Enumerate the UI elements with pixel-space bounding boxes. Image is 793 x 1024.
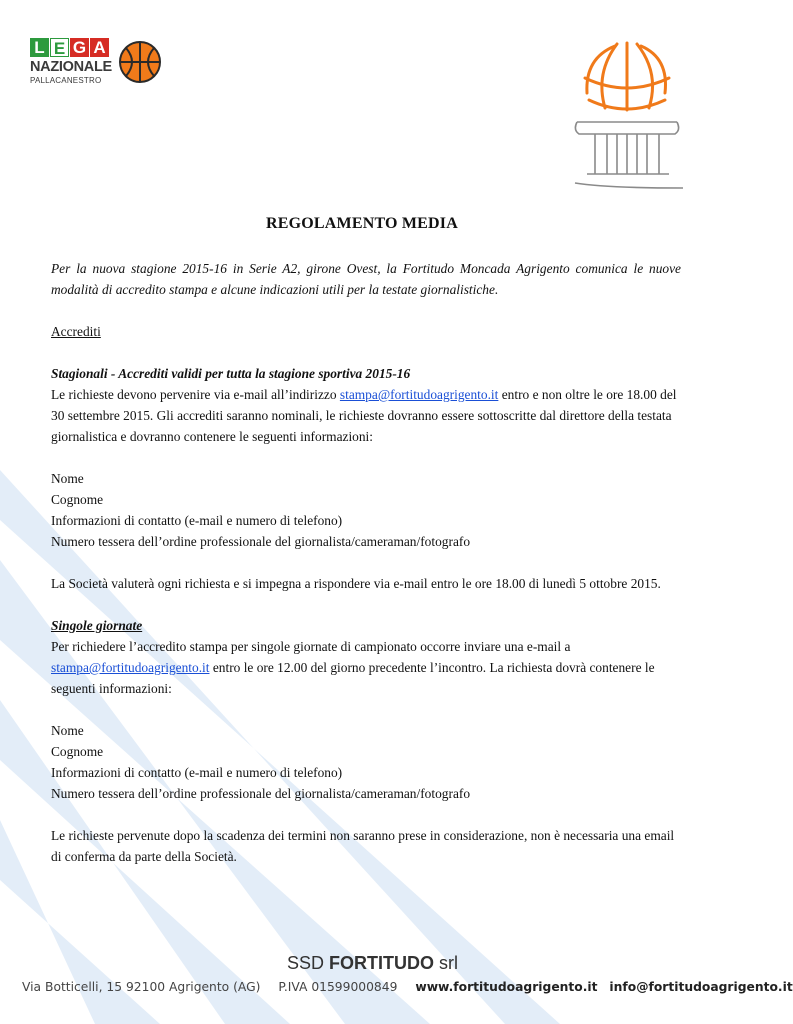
company-prefix: SSD [287, 953, 330, 973]
singole-paragraph [51, 636, 681, 699]
lega-letter: A [90, 38, 109, 57]
footer-contacts [22, 980, 793, 994]
field-item: Numero tessera dell’ordine professionale del giornalista/cameraman/fotografo [51, 534, 471, 549]
lega-nazionale-logo [30, 38, 170, 86]
singole-closing: Le richieste pervenute dopo la scadenza dei termini non saranno prese in considerazione, non è necessaria una email di conferma da parte della Società. [51, 828, 675, 864]
lega-name: NAZIONALE [30, 59, 112, 75]
field-item: Nome [51, 471, 84, 486]
field-item: Numero tessera dell’ordine professionale del giornalista/cameraman/fotografo [51, 786, 471, 801]
press-email-link[interactable]: stampa@fortitudoagrigento.it [339, 387, 499, 402]
company-name: FORTITUDO [329, 953, 435, 973]
stagionali-text: Le richieste devono pervenire via e-mail all’indirizzo [51, 387, 340, 402]
intro-paragraph: Per la nuova stagione 2015-16 in Serie A2, girone Ovest, la Fortitudo Moncada Agrigento comunica le nuove modalità di accredito stampa e alcune indicazioni utili per la testate giornalistiche. [51, 261, 681, 297]
press-email-link[interactable]: stampa@fortitudoagrigento.it [51, 660, 210, 675]
document-title: REGOLAMENTO MEDIA [265, 215, 458, 232]
field-item: Cognome [51, 492, 104, 507]
field-item: Informazioni di contatto (e-mail e numero di telefono) [51, 765, 343, 780]
footer-address: Via Botticelli, 15 92100 Agrigento (AG) [22, 980, 261, 994]
singole-heading: Singole giornate [51, 618, 143, 633]
stagionali-heading: Stagionali - Accrediti validi per tutta la stagione sportiva 2015-16 [51, 366, 411, 381]
singole-text: entro le ore 12.00 del giorno precedente l’incontro. La richiesta dovrà contenere le seguenti informazioni: [51, 660, 655, 696]
basketball-icon [118, 40, 162, 84]
lega-letter: E [50, 38, 69, 57]
stagionali-closing: La Società valuterà ogni richiesta e si impegna a rispondere via e-mail entro le ore 18.00 di lunedì 5 ottobre 2015. [51, 576, 661, 591]
lega-letters [30, 38, 109, 57]
lega-subtitle: PALLACANESTRO [30, 76, 102, 85]
stagionali-text: entro e non oltre le ore 18.00 del 30 settembre 2015. Gli accrediti saranno nominali, le richieste dovranno essere sottoscritte dal direttore della testata giornalistica e dovranno contenere le seguenti informazioni: [51, 387, 677, 444]
footer-website-link[interactable]: www.fortitudoagrigento.it [415, 980, 598, 994]
company-suffix: srl [434, 953, 459, 973]
footer-company [287, 953, 458, 974]
lega-letter: L [30, 38, 49, 57]
lega-letter: G [70, 38, 89, 57]
trophy-basketball-logo [565, 38, 690, 198]
section-heading-accrediti: Accrediti [51, 324, 101, 339]
document-body [51, 258, 681, 867]
singole-text: Per richiedere l’accredito stampa per singole giornate di campionato occorre inviare una e-mail a [51, 639, 571, 654]
field-item: Informazioni di contatto (e-mail e numero di telefono) [51, 513, 343, 528]
footer-email-link[interactable]: info@fortitudoagrigento.it [609, 980, 793, 994]
field-item: Cognome [51, 744, 104, 759]
stagionali-paragraph [51, 384, 681, 447]
footer-piva: P.IVA 01599000849 [278, 980, 398, 994]
field-item: Nome [51, 723, 84, 738]
